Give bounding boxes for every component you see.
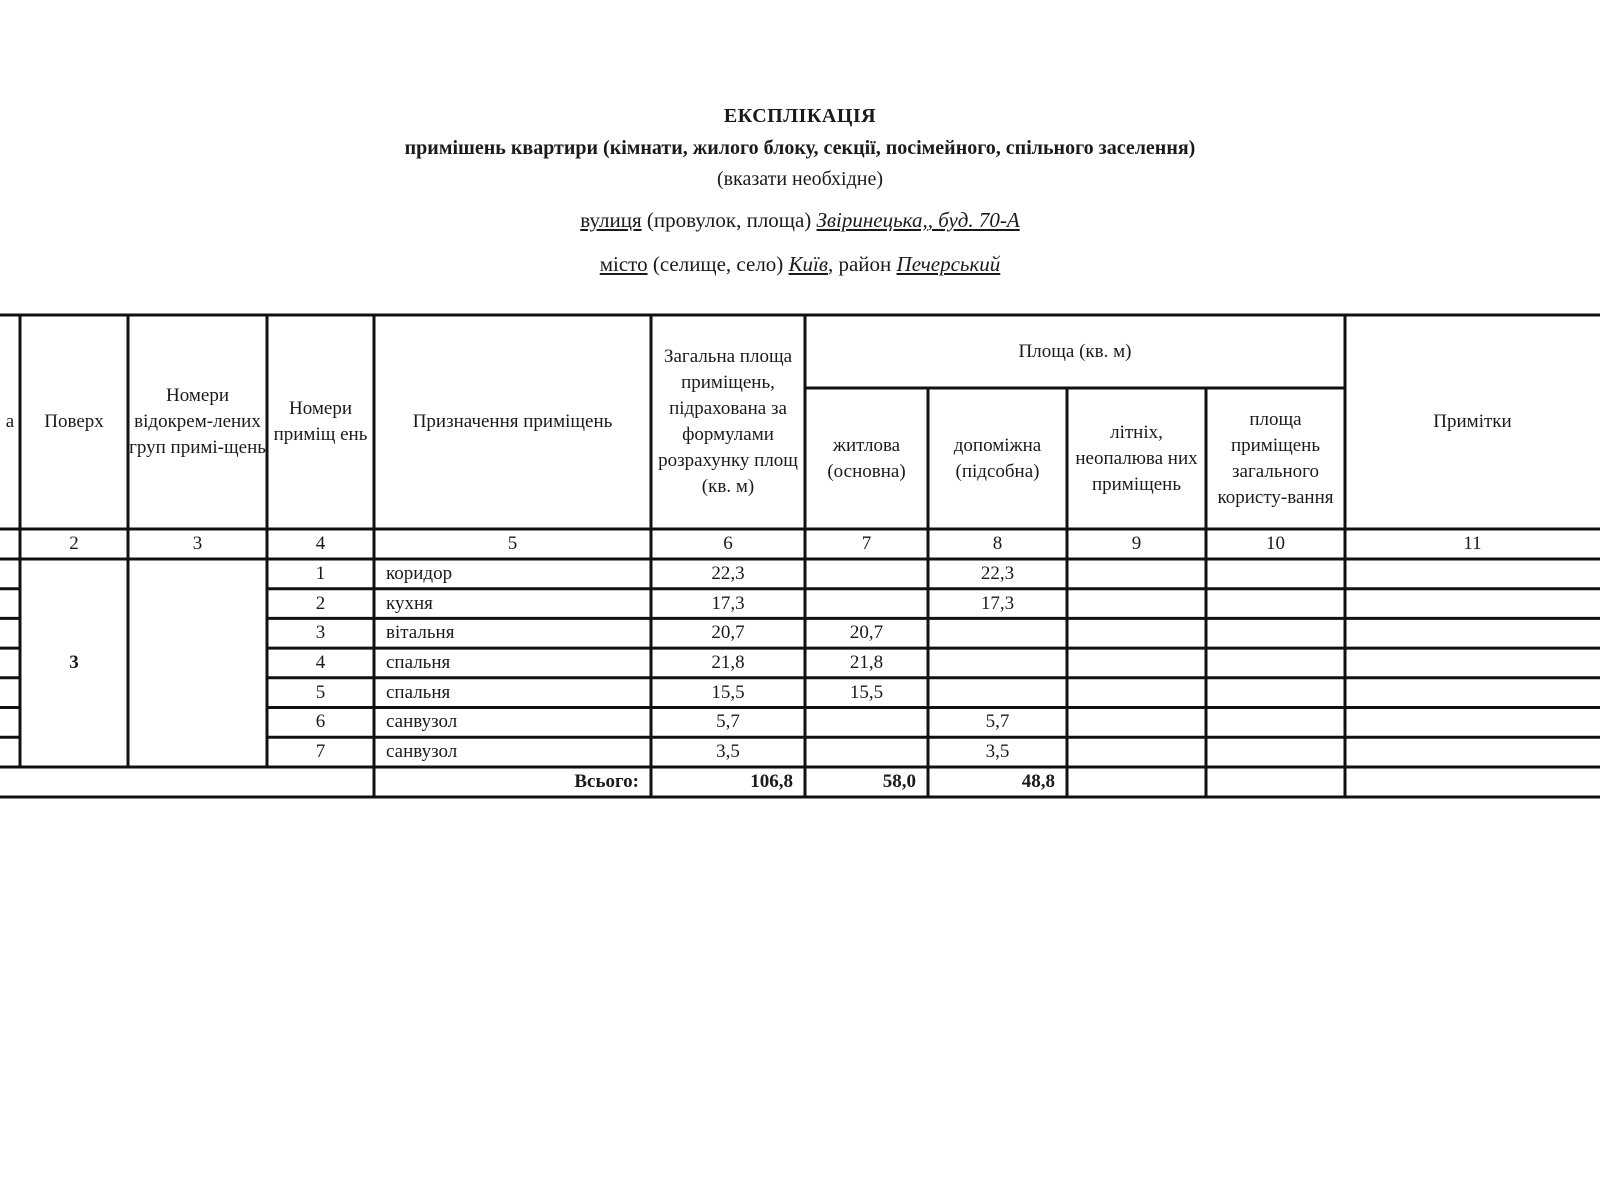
room-auxiliary-area (928, 618, 1067, 648)
room-purpose: спальня (386, 651, 451, 673)
header-unheated-area: літніх, неопалюва них приміщень (1075, 421, 1198, 495)
totals-label: Всього: (574, 771, 639, 792)
room-number: 1 (315, 562, 326, 584)
header-total-area: Загальна площа приміщень, підрахована за формулами розрахунку площ (кв. м) (658, 346, 798, 497)
room-purpose: коридор (386, 562, 453, 584)
room-purpose: санвузол (386, 711, 458, 733)
column-number: 11 (1463, 533, 1482, 554)
room-total-area: 15,5 (711, 681, 745, 703)
room-living-area (805, 708, 928, 738)
room-living-area (805, 559, 928, 589)
room-total-area: 20,7 (711, 622, 745, 644)
room-living-area (805, 737, 928, 767)
room-auxiliary-area (928, 678, 1067, 708)
district-value: Печерський (896, 252, 1001, 276)
column-number: 2 (69, 533, 79, 554)
header-living-area: житлова (основна) (827, 434, 906, 482)
totals-auxiliary-area: 48,8 (1021, 771, 1055, 792)
room-total-area: 3,5 (716, 741, 740, 763)
street-value: Звіринецька, (816, 208, 928, 232)
room-purpose: кухня (386, 592, 433, 614)
header-room-numbers: Номери приміщ ень (273, 398, 368, 445)
column-number: 4 (315, 533, 326, 554)
room-total-area: 5,7 (716, 711, 740, 733)
street-label: вулиця (580, 208, 642, 232)
header-col1: а (5, 411, 15, 432)
room-total-area: 21,8 (711, 651, 745, 673)
room-living-area: 15,5 (849, 681, 884, 703)
city-alt: (селище, село) (647, 252, 789, 276)
document-subtitle: примішень квартири (кімнати, жилого блоку, секції, посімейного, спільного заселення) (404, 137, 1196, 159)
district-label: , район (827, 252, 897, 276)
room-auxiliary-area: 5,7 (985, 711, 1010, 733)
header-group-numbers: Номери відокрем-лених груп примі-щень (129, 385, 266, 458)
room-number: 4 (315, 651, 326, 673)
header-area-group: Площа (кв. м) (1018, 340, 1132, 362)
header-common-area: площа приміщень загального користу-вання (1217, 408, 1334, 508)
city-value: Київ (788, 252, 828, 276)
room-number: 6 (315, 711, 326, 733)
room-number: 2 (315, 592, 326, 614)
room-total-area: 17,3 (711, 592, 745, 614)
column-number: 8 (992, 533, 1003, 554)
building-value: , буд. 70-А (927, 208, 1020, 232)
header-auxiliary-area: допоміжна (підсобна) (953, 434, 1042, 482)
totals-living-area: 58,0 (882, 771, 916, 792)
document-note: (вказати необхідне) (716, 168, 884, 190)
document-title: ЕКСПЛІКАЦІЯ (723, 105, 877, 127)
room-number: 5 (315, 681, 326, 703)
header-floor: Поверх (44, 411, 104, 432)
room-number: 7 (315, 741, 326, 763)
room-living-area (805, 589, 928, 619)
header-notes: Примітки (1433, 411, 1512, 432)
room-living-area: 21,8 (849, 651, 884, 673)
room-purpose: вітальня (386, 622, 455, 644)
room-number: 3 (315, 622, 326, 644)
room-total-area: 22,3 (711, 562, 745, 584)
column-number: 6 (723, 533, 733, 554)
column-number: 3 (192, 533, 203, 554)
room-auxiliary-area (928, 648, 1067, 678)
room-auxiliary-area: 17,3 (980, 592, 1015, 614)
totals-total-area: 106,8 (750, 771, 793, 792)
room-living-area: 20,7 (849, 622, 884, 644)
header-purpose: Призначення приміщень (412, 411, 613, 432)
column-number: 5 (507, 533, 518, 554)
floor-value: 3 (69, 652, 79, 673)
column-number: 10 (1266, 533, 1285, 554)
column-number: 7 (861, 533, 872, 554)
city-label: місто (599, 252, 648, 276)
room-purpose: санвузол (386, 741, 458, 763)
room-purpose: спальня (386, 681, 451, 703)
column-number: 9 (1131, 533, 1142, 554)
room-auxiliary-area: 3,5 (985, 741, 1010, 763)
street-alt: (провулок, площа) (641, 208, 817, 232)
room-auxiliary-area: 22,3 (980, 562, 1015, 584)
